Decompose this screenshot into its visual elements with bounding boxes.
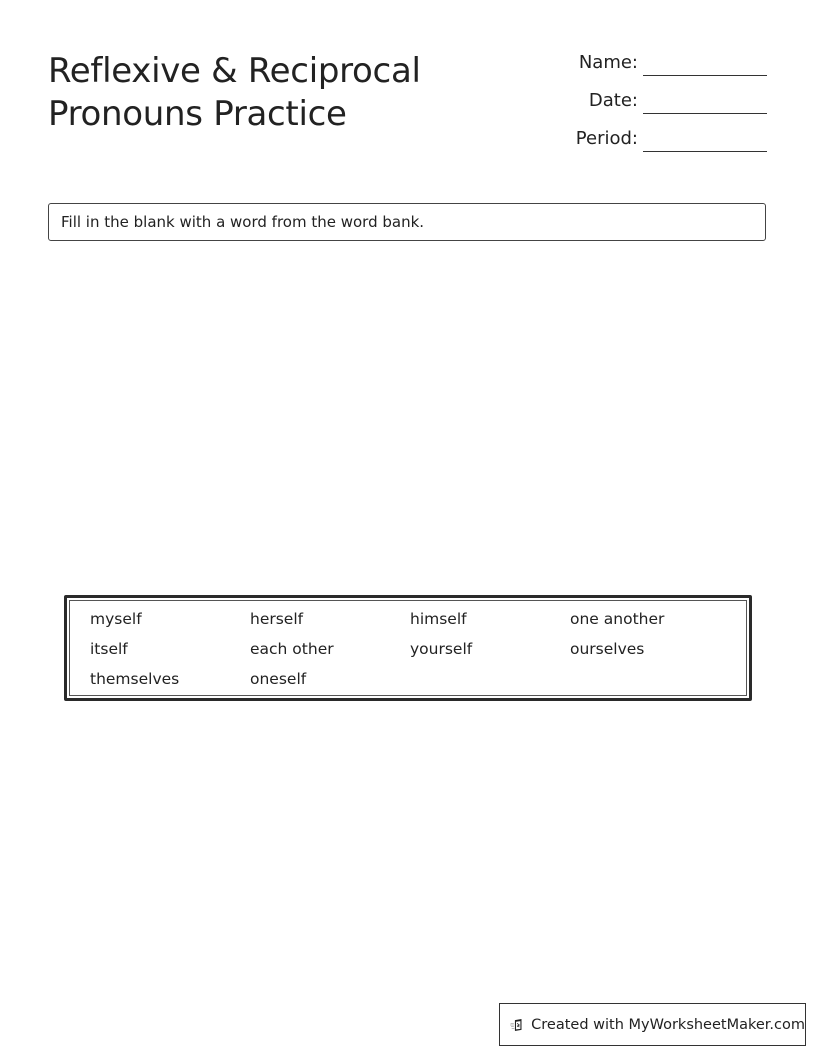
word-bank-item: myself xyxy=(90,610,142,628)
word-bank-item: themselves xyxy=(90,670,180,688)
page-title xyxy=(48,50,528,136)
word-bank xyxy=(64,595,752,701)
period-field[interactable] xyxy=(560,126,770,164)
word-bank-item: yourself xyxy=(410,640,473,658)
name-label: Name: xyxy=(578,52,638,73)
word-bank-row xyxy=(90,608,730,638)
period-blank-line[interactable] xyxy=(643,151,767,152)
word-bank-row xyxy=(90,668,730,698)
worksheet-maker-logo-icon xyxy=(510,1014,523,1036)
period-label: Period: xyxy=(575,128,638,149)
title-line-2: Pronouns Practice xyxy=(48,94,347,134)
word-bank-grid xyxy=(90,608,730,698)
word-bank-item: one another xyxy=(570,610,665,628)
date-label: Date: xyxy=(588,90,638,111)
word-bank-row xyxy=(90,638,730,668)
created-with-text[interactable]: Created with MyWorksheetMaker.com xyxy=(531,1016,805,1033)
word-bank-item: each other xyxy=(250,640,334,658)
student-info-fields xyxy=(560,50,770,164)
word-bank-item: herself xyxy=(250,610,304,628)
instructions-box xyxy=(48,203,766,241)
word-bank-item: ourselves xyxy=(570,640,645,658)
instructions-text: Fill in the blank with a word from the word bank. xyxy=(61,213,425,231)
name-field[interactable] xyxy=(560,50,770,88)
name-blank-line[interactable] xyxy=(643,75,767,76)
created-with-badge[interactable] xyxy=(499,1003,806,1046)
title-line-1: Reflexive & Reciprocal xyxy=(48,51,421,91)
date-field[interactable] xyxy=(560,88,770,126)
word-bank-item: itself xyxy=(90,640,128,658)
word-bank-item: oneself xyxy=(250,670,307,688)
word-bank-item: himself xyxy=(410,610,467,628)
date-blank-line[interactable] xyxy=(643,113,767,114)
